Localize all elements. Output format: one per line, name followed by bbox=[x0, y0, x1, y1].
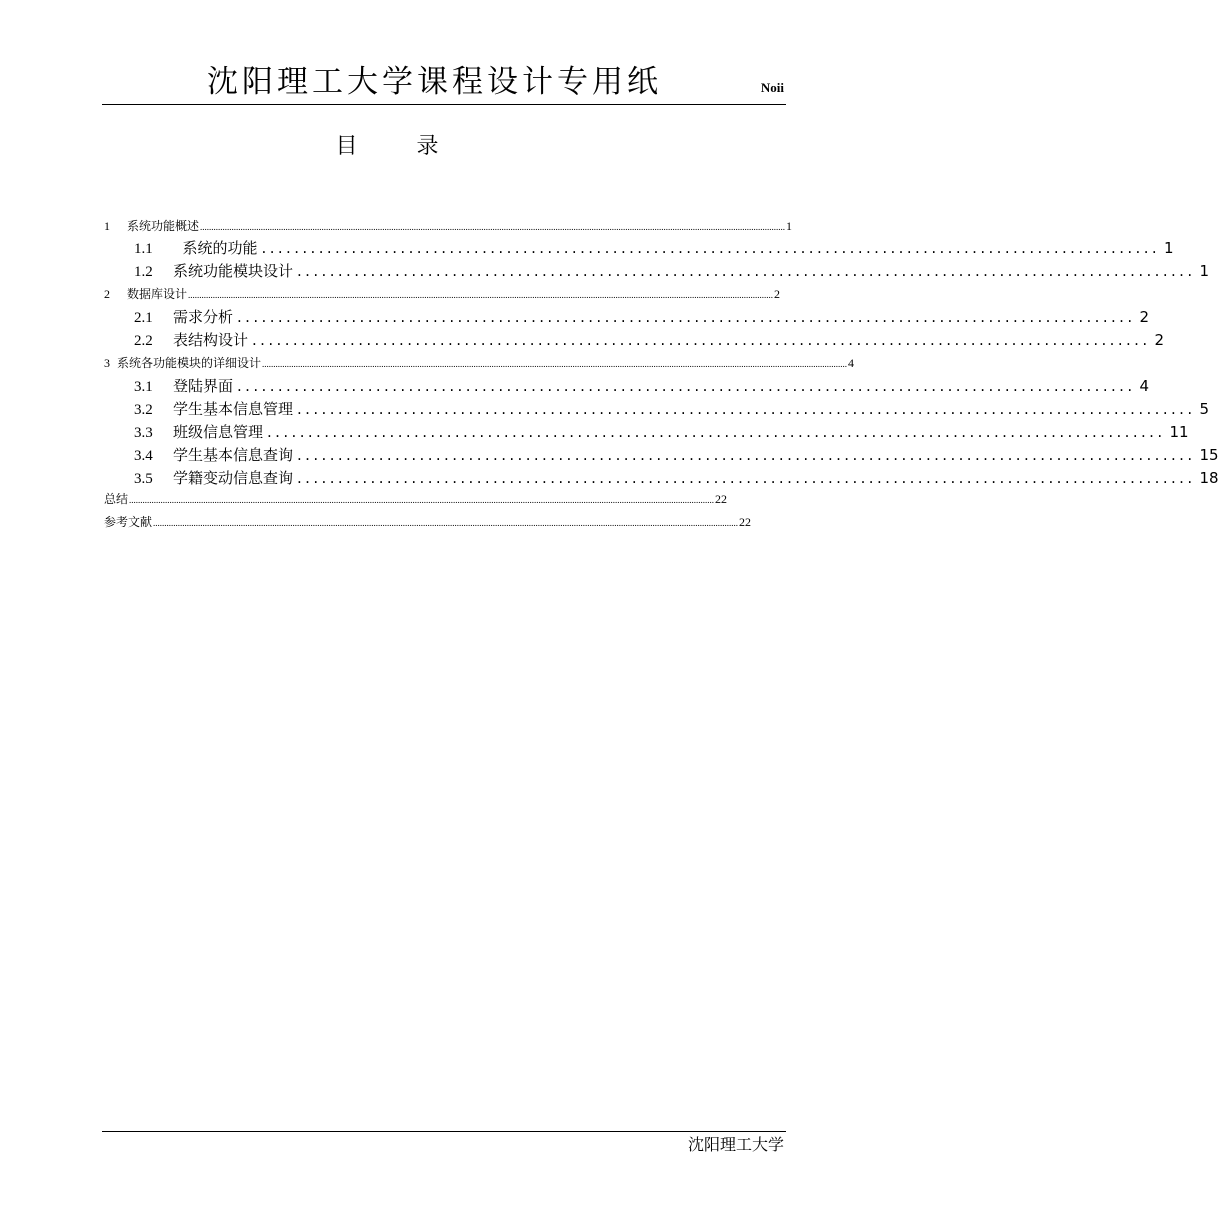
toc-entry-page: 18 bbox=[1199, 469, 1219, 487]
dot-leader: .............................................................................................................. bbox=[237, 308, 1136, 326]
toc-entry[interactable] bbox=[134, 375, 1150, 398]
dot-leader: .............................................................................................................. bbox=[252, 331, 1151, 349]
dot-leader: .............................................................................................................. bbox=[297, 446, 1196, 464]
toc-entry[interactable] bbox=[104, 511, 752, 533]
dot-leader: .............................................................................................................. bbox=[297, 400, 1196, 418]
toc-entry-label: 总结 bbox=[104, 492, 129, 506]
toc-entry-page: 2 bbox=[1154, 331, 1165, 349]
toc-entry[interactable] bbox=[134, 260, 1210, 283]
toc-entry-page: 2 bbox=[1139, 308, 1150, 326]
footer-divider bbox=[102, 1131, 786, 1132]
toc-entry-page: 1 bbox=[786, 219, 793, 233]
toc-entry-number: 1.2 bbox=[134, 264, 153, 280]
toc-entry-page: 4 bbox=[1139, 377, 1150, 395]
toc-entry-number: 2.1 bbox=[134, 310, 153, 326]
toc-entry-label: 学籍变动信息查询 bbox=[173, 469, 294, 487]
toc-entry-page: 1 bbox=[1164, 239, 1174, 257]
toc-entry-number: 3.1 bbox=[134, 379, 153, 395]
footer-institution: 沈阳理工大学 bbox=[687, 1135, 784, 1154]
dot-leader: .................................................................................................................................................................................................................................................................... bbox=[129, 495, 715, 505]
dot-leader: .................................................................................................................................................................................................................................................................... bbox=[200, 222, 786, 232]
toc-heading: 目 录 bbox=[335, 134, 465, 159]
toc-entry-number: 1 bbox=[104, 219, 110, 233]
toc-entry-label: 班级信息管理 bbox=[173, 423, 264, 441]
toc-entry-number: 3.3 bbox=[134, 425, 153, 441]
toc-entry-page: 22 bbox=[739, 515, 752, 529]
dot-leader: .................................................................................................................................................................................................................................................................... bbox=[262, 359, 848, 369]
dot-leader: .............................................................................................................. bbox=[261, 239, 1161, 257]
toc-entry-label: 系统功能概述 bbox=[127, 219, 200, 233]
toc-entry-page: 4 bbox=[848, 356, 855, 370]
dot-leader: .............................................................................................................. bbox=[297, 469, 1196, 487]
dot-leader: .............................................................................................................. bbox=[237, 377, 1136, 395]
toc-entry-label: 参考文献 bbox=[104, 515, 153, 529]
dot-leader: .................................................................................................................................................................................................................................................................... bbox=[188, 290, 774, 300]
toc-entry[interactable] bbox=[104, 215, 793, 237]
toc-entry[interactable] bbox=[134, 398, 1210, 421]
toc-entry-page: 2 bbox=[774, 287, 781, 301]
toc-entry-number: 3 bbox=[104, 356, 110, 370]
toc-entry-label: 学生基本信息管理 bbox=[173, 400, 294, 418]
page-header-title: 沈阳理工大学课程设计专用纸 bbox=[207, 64, 662, 100]
toc-entry-page: 15 bbox=[1199, 446, 1219, 464]
dot-leader: .............................................................................................................. bbox=[267, 423, 1166, 441]
toc-entry-number: 3.5 bbox=[134, 471, 153, 487]
toc-entry-page: 1 bbox=[1199, 262, 1210, 280]
toc-entry-label: 数据库设计 bbox=[127, 287, 188, 301]
toc-entry[interactable] bbox=[104, 488, 728, 510]
toc-entry[interactable] bbox=[134, 329, 1165, 352]
toc-entry-number: 2.2 bbox=[134, 333, 153, 349]
toc-entry[interactable] bbox=[134, 444, 1219, 467]
toc-entry-number: 1.1 bbox=[134, 241, 153, 257]
header-divider bbox=[102, 104, 786, 105]
toc-entry-label: 需求分析 bbox=[173, 308, 234, 326]
toc-entry-number: 3.4 bbox=[134, 448, 153, 464]
toc-entry[interactable] bbox=[134, 421, 1189, 444]
toc-entry-label: 表结构设计 bbox=[173, 331, 249, 349]
dot-leader: .................................................................................................................................................................................................................................................................... bbox=[153, 518, 739, 528]
toc-entry-label: 系统的功能 bbox=[173, 239, 258, 257]
page-number-label: Noii bbox=[760, 80, 784, 95]
toc-entry-label: 登陆界面 bbox=[173, 377, 234, 395]
toc-entry-page: 5 bbox=[1199, 400, 1210, 418]
toc-entry-label: 系统功能模块设计 bbox=[173, 262, 294, 280]
toc-entry[interactable] bbox=[134, 237, 1174, 260]
toc-entry-number: 3.2 bbox=[134, 402, 153, 418]
toc-entry-page: 11 bbox=[1169, 423, 1189, 441]
toc-entry[interactable] bbox=[134, 467, 1219, 490]
toc-entry[interactable] bbox=[104, 283, 781, 305]
toc-entry[interactable] bbox=[104, 352, 855, 374]
toc-entry-page: 22 bbox=[715, 492, 728, 506]
dot-leader: .............................................................................................................. bbox=[297, 262, 1196, 280]
toc-entry-label: 系统各功能模块的详细设计 bbox=[117, 356, 262, 370]
toc-entry-number: 2 bbox=[104, 287, 110, 301]
toc-entry-label: 学生基本信息查询 bbox=[173, 446, 294, 464]
toc-entry[interactable] bbox=[134, 306, 1150, 329]
